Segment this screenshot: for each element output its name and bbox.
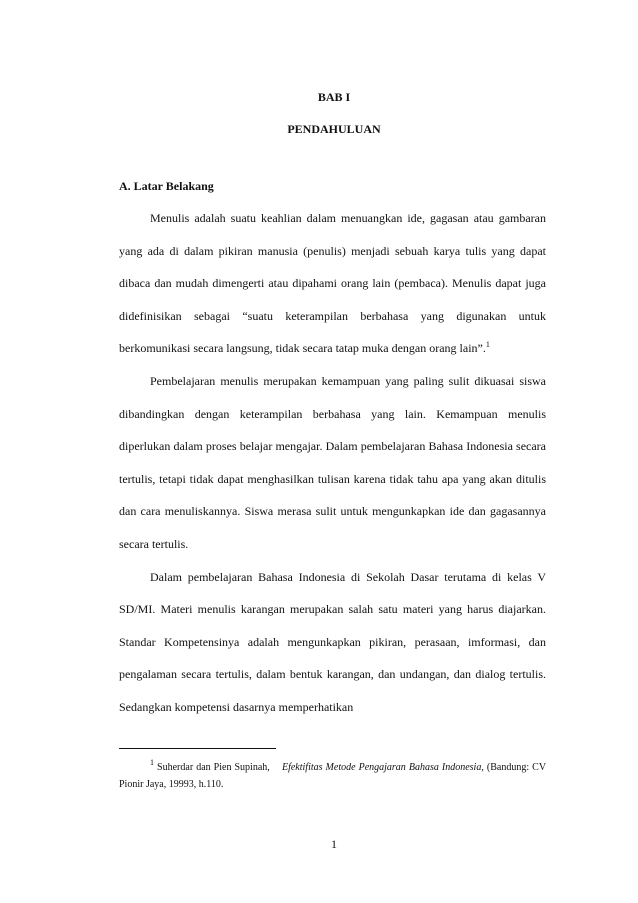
paragraph-2 bbox=[119, 365, 546, 561]
footnote-book-title: Efektifitas Metode Pengajaran Bahasa Indonesia, bbox=[281, 762, 484, 773]
chapter-label: BAB I bbox=[317, 90, 351, 104]
paragraph-1 bbox=[119, 202, 546, 365]
paragraph-3 bbox=[119, 561, 546, 724]
chapter-title: PENDAHULUAN bbox=[287, 122, 381, 136]
footnote-publication: (Bandung: CV Pionir Jaya, 19993, h.110. bbox=[119, 762, 547, 790]
body-text bbox=[119, 202, 546, 724]
footnote-divider bbox=[119, 748, 276, 749]
footnote-authors: Suherdar dan Pien Supinah, bbox=[157, 762, 270, 773]
section-title: A. Latar Belakang bbox=[119, 179, 214, 193]
footnote-reference: 1 bbox=[485, 340, 490, 350]
footnote-number: 1 bbox=[150, 758, 154, 767]
footnote bbox=[119, 759, 546, 793]
paragraph-3-text: Dalam pembelajaran Bahasa Indonesia di Sekolah Dasar terutama di kelas V SD/MI. Materi menulis karangan merupakan salah satu materi yang harus diajarkan. Standar Kompetensinya adalah mengunkapkan pikiran, perasaan, imformasi, dan pengalaman secara tertulis, dalam bentuk karangan, dan undangan, dan dialog tertulis. Sedangkan kompetensi dasarnya memperhatikan bbox=[119, 569, 546, 714]
page-number: 1 bbox=[331, 837, 337, 851]
paragraph-2-text: Pembelajaran menulis merupakan kemampuan yang paling sulit dikuasai siswa dibandingkan dengan keterampilan berbahasa yang lain. Kemampuan menulis diperlukan dalam proses belajar mengajar. Dalam pembelajaran Bahasa Indonesia secara tertulis, tetapi tidak dapat menghasilkan tulisan karena tidak tahu apa yang akan ditulis dan cara menuliskannya. Siswa merasa sulit untuk mengunkapkan ide dan gagasannya secara tertulis. bbox=[119, 373, 546, 551]
paragraph-1-text: Menulis adalah suatu keahlian dalam menuangkan ide, gagasan atau gambaran yang ada di dalam pikiran manusia (penulis) menjadi sebuah karya tulis yang dapat dibaca dan mudah dimengerti atau dipahami orang lain (pembaca). Menulis dapat juga didefinisikan sebagai “suatu keterampilan berbahasa yang digunakan untuk berkomunikasi secara langsung, tidak secara tatap muka dengan orang lain”. bbox=[119, 211, 546, 356]
